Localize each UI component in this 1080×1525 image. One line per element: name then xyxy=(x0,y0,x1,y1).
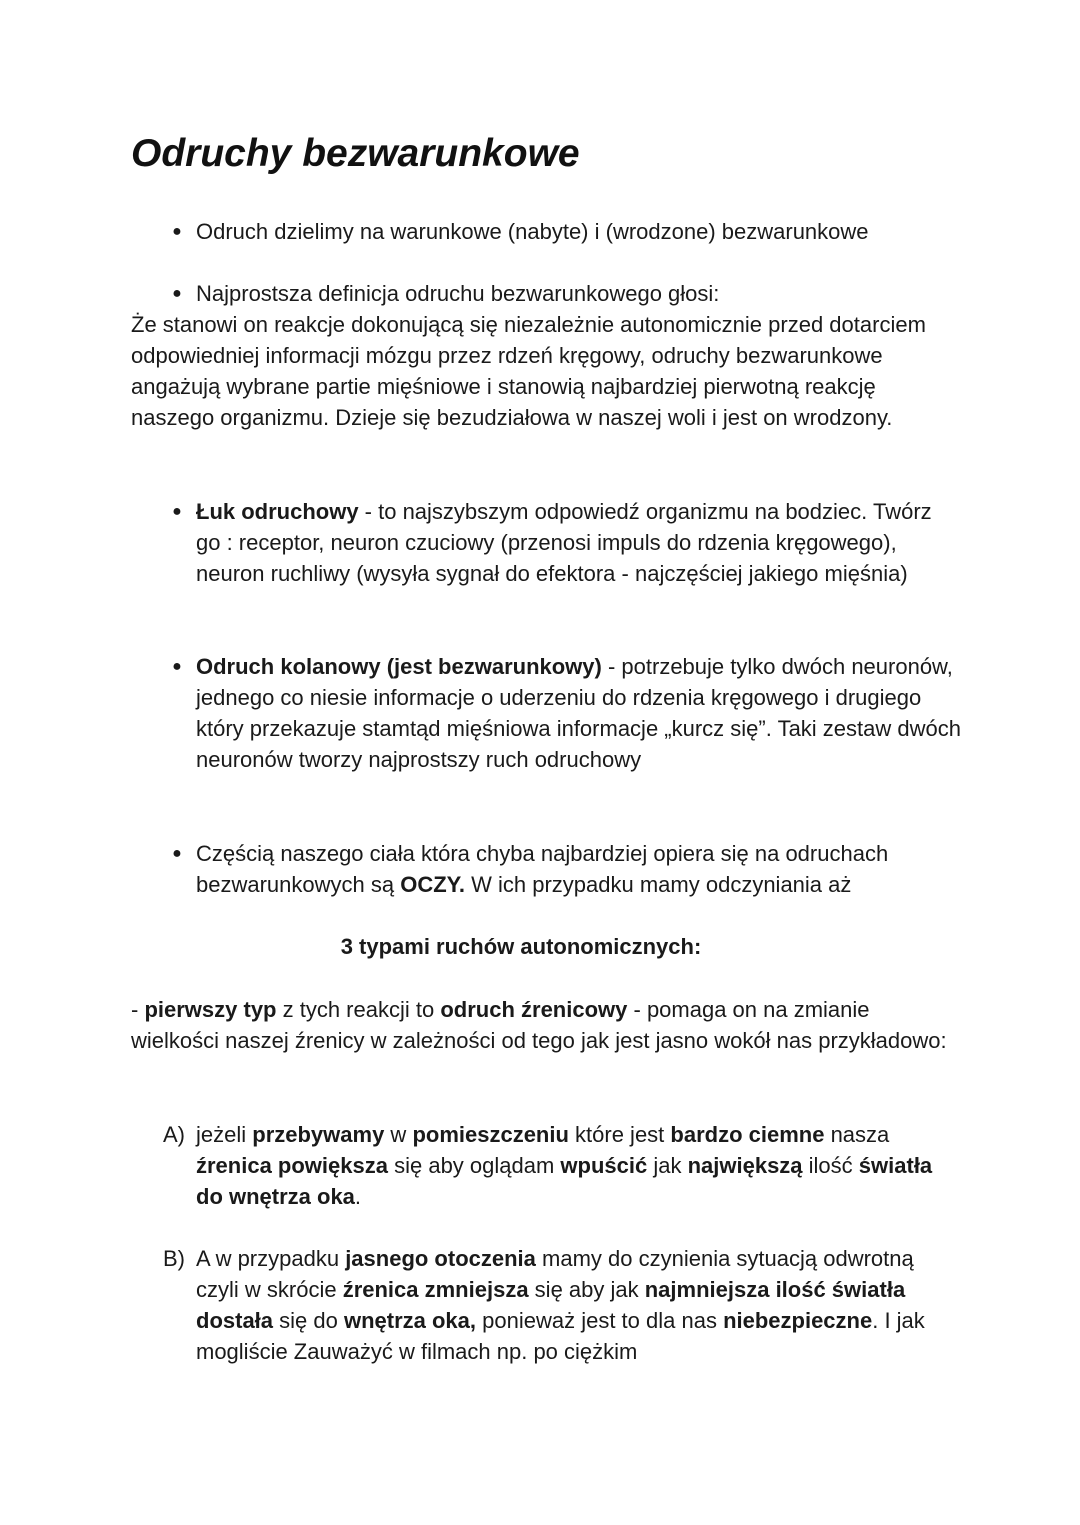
text-run: mamy do czynienia sytuacją odwrotną czyli w skrócie xyxy=(196,1246,914,1302)
text-run: w xyxy=(384,1122,413,1147)
bold-run: odruch źrenicowy xyxy=(440,997,628,1022)
page-title: Odruchy bezwarunkowe xyxy=(131,132,580,175)
bold-run: przebywamy xyxy=(252,1122,385,1147)
text-run: jak xyxy=(647,1153,688,1178)
bullet-item-4 xyxy=(131,651,961,775)
bullet-dot-icon: ● xyxy=(172,845,182,862)
list-item-a xyxy=(131,1119,961,1212)
text-run: się aby oglądam xyxy=(387,1153,561,1178)
bold-run: bardzo ciemne xyxy=(670,1122,825,1147)
bullet-bold-term: OCZY. xyxy=(400,872,466,897)
bullet-text: - potrzebuje tylko dwóch neuronów, jednego co niesie informacje o uderzeniu do rdzenia kręgowego i drugiego który przekazuje stamtąd mięśniowa informacje „kurcz się”. Taki zestaw dwóch neuronów tworzy najprostszy ruch odruchowy xyxy=(196,654,961,772)
reflex-type-paragraph xyxy=(131,994,961,1056)
bullet-item-2 xyxy=(131,278,961,309)
bullet-text: W ich przypadku mamy odczyniania aż xyxy=(465,872,852,897)
bullet-item-5 xyxy=(131,838,961,900)
bullet-dot-icon: ● xyxy=(172,503,182,520)
bold-run: pomieszczeniu xyxy=(412,1122,569,1147)
text-run: ilość xyxy=(802,1153,859,1178)
bold-run: źrenica zmniejsza xyxy=(342,1277,529,1302)
bullet-text: Odruch dzielimy na warunkowe (nabyte) i (wrodzone) bezwarunkowe xyxy=(196,219,869,244)
bullet-item-1 xyxy=(131,216,961,247)
text-run: . xyxy=(354,1184,362,1209)
text-run: nasza xyxy=(824,1122,890,1147)
bold-run: jasnego otoczenia xyxy=(345,1246,536,1271)
bullet-text: Najprostsza definicja odruchu bezwarunkowego głosi: xyxy=(196,281,720,306)
bold-run: najmniejsza ilość światła dostała xyxy=(196,1277,906,1333)
list-marker: A) xyxy=(163,1122,185,1147)
list-marker: B) xyxy=(163,1246,185,1271)
text-run: - pomaga on na zmianie wielkości naszej źrenicy w zależności od tego jak jest jasno wokół nas przykładowo: xyxy=(131,997,947,1053)
text-run: ponieważ jest to dla nas xyxy=(476,1308,724,1333)
bold-run: wpuścić xyxy=(560,1153,648,1178)
text-run: jeżeli xyxy=(196,1122,253,1147)
bold-run: niebezpieczne xyxy=(723,1308,873,1333)
bullet-item-3 xyxy=(131,496,961,589)
text-run: się aby jak xyxy=(528,1277,645,1302)
text-run: . I jak mogliście Zauważyć w filmach np. po ciężkim xyxy=(196,1308,925,1364)
definition-paragraph: Że stanowi on reakcje dokonującą się niezależnie autonomicznie przed dotarciem odpowiedniej informacji mózgu przez rdzeń kręgowy, odruchy bezwarunkowe angażują wybrane partie mięśniowe i stanowią najbardziej pierwotną reakcję naszego organizmu. Dzieje się bezudziałowa w naszej woli i jest on wrodzony. xyxy=(131,312,926,430)
bold-run: wnętrza oka, xyxy=(343,1308,477,1333)
bullet-dot-icon: ● xyxy=(172,285,182,302)
bullet-bold-term: Odruch kolanowy (jest bezwarunkowy) xyxy=(196,654,602,679)
text-run: - xyxy=(131,997,145,1022)
bold-run: światła do wnętrza oka xyxy=(196,1153,933,1209)
text-run: A w przypadku xyxy=(196,1246,346,1271)
bullet-text: Częścią naszego ciała która chyba najbardziej opiera się na odruchach bezwarunkowych są xyxy=(196,841,889,897)
bold-run: pierwszy typ xyxy=(144,997,277,1022)
bullet-bold-term: Łuk odruchowy xyxy=(196,499,359,524)
text-run: z tych reakcji to xyxy=(276,997,441,1022)
text-run: które jest xyxy=(568,1122,671,1147)
bullet-dot-icon: ● xyxy=(172,223,182,240)
bold-run: największą xyxy=(687,1153,803,1178)
bold-run: źrenica powiększa xyxy=(196,1153,388,1178)
list-item-b xyxy=(131,1243,961,1367)
section-heading: 3 typami ruchów autonomicznych: xyxy=(340,934,702,959)
bullet-text: - to najszybszym odpowiedź organizmu na bodziec. Twórz go : receptor, neuron czuciowy (przenosi impuls do rdzenia kręgowego), neuron ruchliwy (wysyła sygnał do efektora - najczęściej jakiego mięśnia) xyxy=(196,499,932,586)
text-run: się do xyxy=(273,1308,344,1333)
bullet-dot-icon: ● xyxy=(172,658,182,675)
